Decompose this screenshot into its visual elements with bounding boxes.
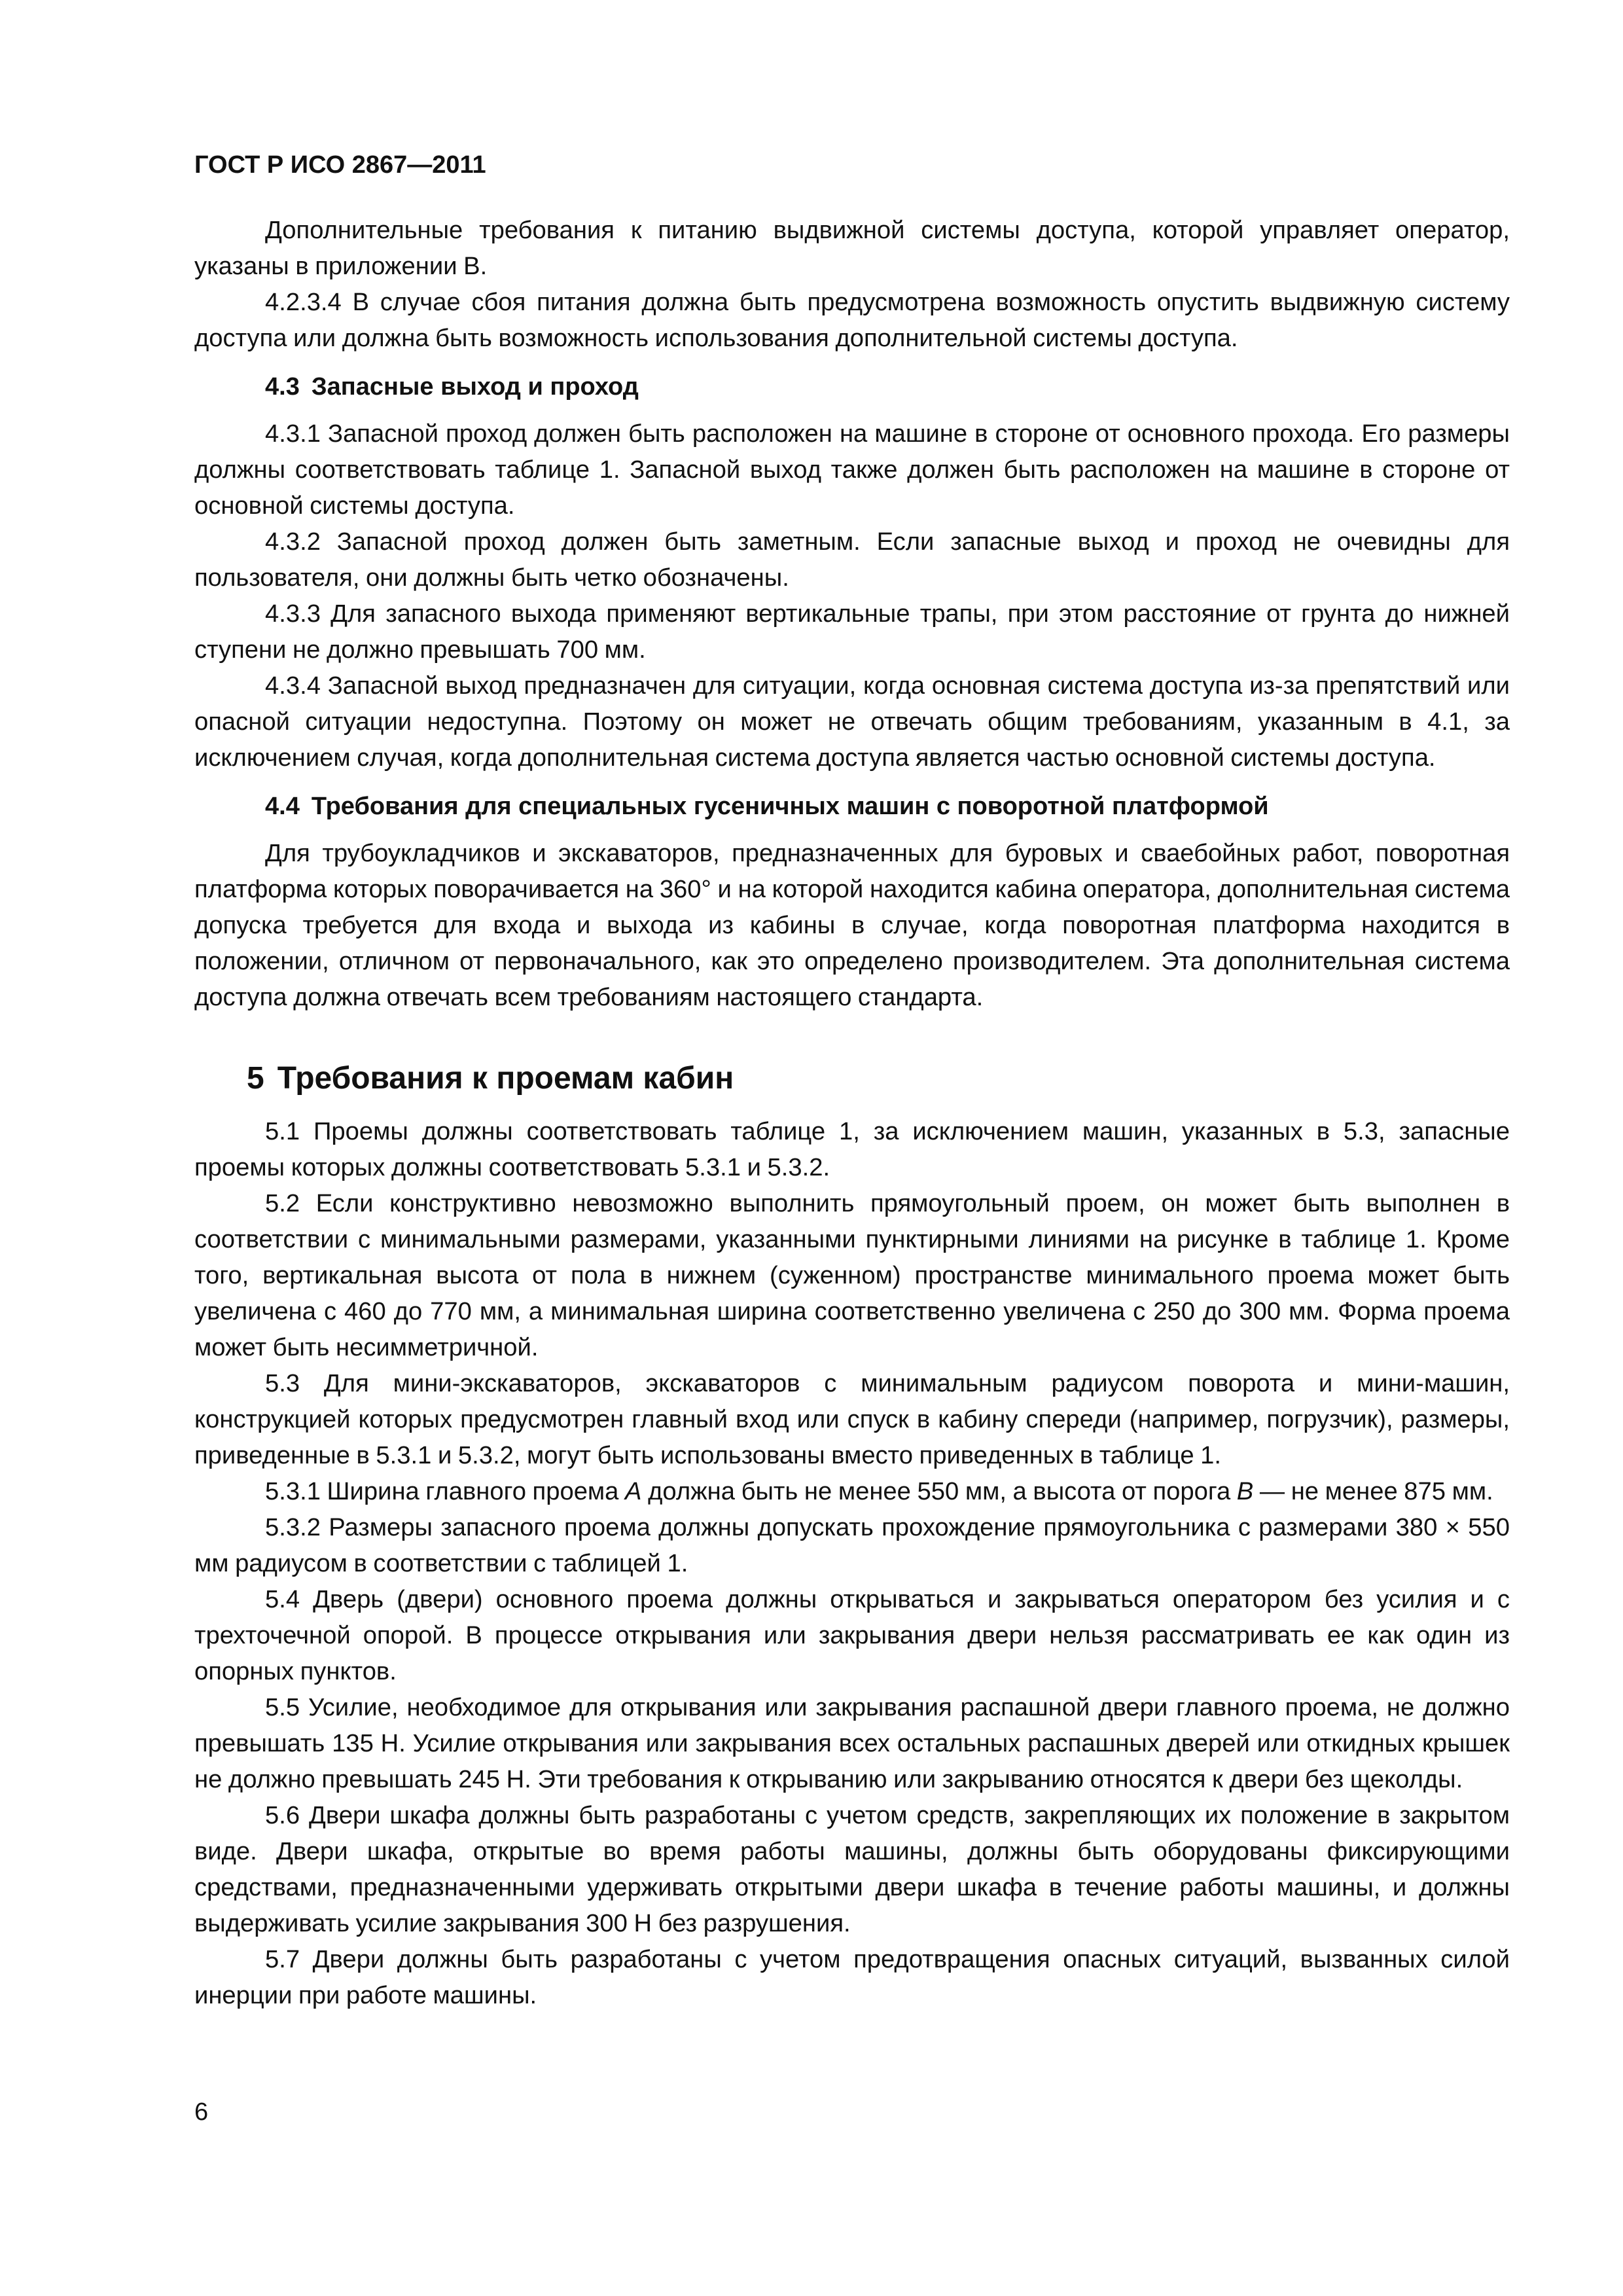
paragraph-5-3-2: 5.3.2 Размеры запасного проема должны допускать прохождение прямоугольника с размерами 380 × 550 мм радиусом в соответствии с таблицей 1. <box>194 1513 1510 1577</box>
heading-4-3-number: 4.3 <box>265 373 300 401</box>
paragraph-4-3-4: 4.3.4 Запасной выход предназначен для ситуации, когда основная система доступа из-за препятствий или опасной ситуации недоступна. Поэтому он может не отвечать общим требованиям, указанным в 4.1, за исключением случая, когда дополнительная система доступа является частью основной системы доступа. <box>194 672 1510 772</box>
document-page <box>194 149 1510 2013</box>
paragraph-4-3-1: 4.3.1 Запасной проход должен быть расположен на машине в стороне от основного прохода. Его размеры должны соответствовать таблице 1. Запасной выход также должен быть расположен на машине в стороне от основной системы доступа. <box>194 420 1510 520</box>
page-number: 6 <box>194 2098 209 2126</box>
paragraph-5-5: 5.5 Усилие, необходимое для открывания или закрывания распашной двери главного проема, не должно превышать 135 Н. Усилие открывания или закрывания всех остальных распашных дверей или откидных крышек не должно превышать 245 Н. Эти требования к открыванию или закрыванию относятся к двери без щеколды. <box>194 1693 1510 1793</box>
paragraph-4-4: Для трубоукладчиков и экскаваторов, предназначенных для буровых и сваебойных работ, поворотная платформа которых поворачивается на 360° и на которой находится кабина оператора, дополнительная система допуска требуется для входа и выхода из кабины в случае, когда поворотная платформа находится в положении, отличном от первоначального, как это определено производителем. Эта дополнительная система доступа должна отвечать всем требованиям настоящего стандарта. <box>194 839 1510 1011</box>
heading-section-5 <box>247 1058 1510 1099</box>
paragraph-4-3-2: 4.3.2 Запасной проход должен быть заметным. Если запасные выход и проход не очевидны для пользователя, они должны быть четко обозначены. <box>194 528 1510 592</box>
heading-4-4-number: 4.4 <box>265 793 300 820</box>
heading-4-4 <box>265 789 1510 825</box>
heading-4-3 <box>265 369 1510 405</box>
variable-a: А <box>625 1477 642 1505</box>
heading-4-4-title: Требования для специальных гусеничных машин с поворотной платформой <box>311 793 1269 820</box>
paragraph-5-3: 5.3 Для мини-экскаваторов, экскаваторов с минимальным радиусом поворота и мини-машин, конструкцией которых предусмотрен главный вход или спуск в кабину спереди (например, погрузчик), размеры, приведенные в 5.3.1 и 5.3.2, могут быть использованы вместо приведенных в таблице 1. <box>194 1369 1510 1469</box>
paragraph-4-2-3-4: 4.2.3.4 В случае сбоя питания должна быть предусмотрена возможность опустить выдвижную систему доступа или должна быть возможность использования дополнительной системы доступа. <box>194 288 1510 352</box>
heading-section-5-title: Требования к проемам кабин <box>277 1061 734 1096</box>
paragraph-5-1: 5.1 Проемы должны соответствовать таблице 1, за исключением машин, указанных в 5.3, запасные проемы которых должны соответствовать 5.3.1 и 5.3.2. <box>194 1117 1510 1181</box>
paragraph-5-6: 5.6 Двери шкафа должны быть разработаны с учетом средств, закрепляющих их положение в закрытом виде. Двери шкафа, открытые во время работы машины, должны быть оборудованы фиксирующими средствами, предназначенными удерживать открытыми двери шкафа в течение работы машины, и должны выдерживать усилие закрывания 300 Н без разрушения. <box>194 1801 1510 1937</box>
paragraph-5-2: 5.2 Если конструктивно невозможно выполнить прямоугольный проем, он может быть выполнен в соответствии с минимальными размерами, указанными пунктирными линиями на рисунке в таблице 1. Кроме того, вертикальная высота от пола в нижнем (суженном) пространстве минимального проема может быть увеличена с 460 до 770 мм, а минимальная ширина соответственно увеличена с 250 до 300 мм. Форма проема может быть несимметричной. <box>194 1189 1510 1361</box>
heading-section-5-number: 5 <box>247 1061 264 1096</box>
paragraph-5-3-1-part-a: 5.3.1 Ширина главного проема <box>265 1477 626 1505</box>
document-code-header: ГОСТ Р ИСО 2867—2011 <box>194 151 486 179</box>
heading-4-3-title: Запасные выход и проход <box>311 373 639 401</box>
variable-b: В <box>1236 1477 1254 1505</box>
paragraph-5-4: 5.4 Дверь (двери) основного проема должны открываться и закрываться оператором без усилия и с трехточечной опорой. В процессе открывания или закрывания двери нельзя рассматривать ее как один из опорных пунктов. <box>194 1585 1510 1685</box>
paragraph-intro: Дополнительные требования к питанию выдвижной системы доступа, которой управляет оператор, указаны в приложении В. <box>194 216 1510 280</box>
paragraph-4-3-3: 4.3.3 Для запасного выхода применяют вертикальные трапы, при этом расстояние от грунта до нижней ступени не должно превышать 700 мм. <box>194 600 1510 664</box>
paragraph-5-3-1-part-b: должна быть не менее 550 мм, а высота от порога <box>641 1477 1237 1505</box>
paragraph-5-7: 5.7 Двери должны быть разработаны с учетом предотвращения опасных ситуаций, вызванных силой инерции при работе машины. <box>194 1945 1510 2009</box>
paragraph-5-3-1-part-c: — не менее 875 мм. <box>1253 1477 1493 1505</box>
paragraph-5-3-1 <box>194 1473 1510 1509</box>
